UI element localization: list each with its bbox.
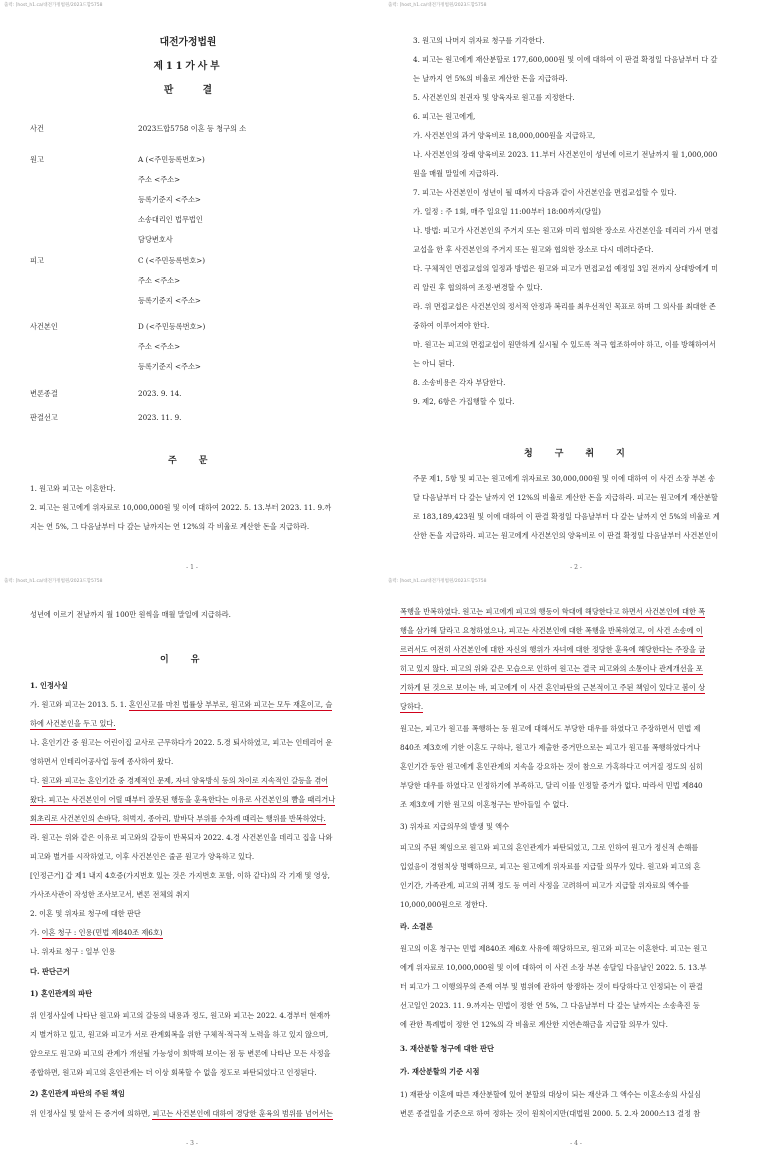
section-heading: 가. 재산분할의 기준 시점	[400, 1067, 480, 1076]
page-number: - 3 -	[186, 1140, 198, 1147]
plaintiff-line: 담당변호사	[138, 235, 173, 244]
page-header: 출력: [host_h1.ca/대전가정법원/2023드합5758	[388, 579, 487, 584]
underlined-line	[30, 796, 335, 803]
underlined-line	[400, 684, 705, 691]
text-line: 변론 종결일을 기준으로 하여 정하는 것이 원칙이지만(대법원 2000. 5. 2.자 2000스13 결정 참	[400, 1109, 701, 1118]
underlined-line	[30, 929, 163, 936]
plaintiff-label: 원고	[30, 155, 44, 164]
document-page-1	[0, 0, 384, 576]
claim-title: 청구취지	[524, 449, 647, 459]
text-line: 2. 이혼 및 위자료 청구에 대한 판단	[30, 909, 141, 918]
sentence-value: 2023. 11. 9.	[138, 413, 182, 422]
underlined-line	[400, 703, 423, 710]
underlined-span: 폭행을 반복하였다. 원고는 피고에게 피고의 행동이 학대에 해당한다고 하면서 사건본인에 대한 폭	[400, 607, 706, 616]
page-header: 출력: [host_h1.ca/대전가정법원/2023드합5758	[4, 3, 103, 8]
text-line: 9. 제2, 6항은 가집행할 수 있다.	[413, 397, 515, 406]
text-line: 가. 일정 : 주 1회, 매주 일요일 11:00부터 18:00까지(당일)	[413, 207, 601, 216]
text-line: 6. 피고는 원고에게,	[413, 112, 476, 121]
text-line: 라. 원고는 위와 같은 이유로 피고와의 갈등이 반복되자 2022. 4.경 사건본인을 데리고 집을 나와	[30, 833, 333, 842]
text-line: 원고의 이혼 청구는 민법 제840조 제6호 사유에 해당하므로, 원고와 피고는 이혼한다. 피고는 원고	[400, 944, 708, 953]
text-line: 지 별거하고 있고, 원고와 피고가 서로 관계회복을 위한 구체적·적극적 노력을 하고 있지 않으며,	[30, 1030, 329, 1039]
text-line: 피고의 주된 책임으로 원고와 피고의 혼인관계가 파탄되었고, 그로 인하여 원고가 정신적 손해를	[400, 843, 699, 852]
page-header: 출력: [host_h1.ca/대전가정법원/2023드합5758	[4, 579, 103, 584]
underlined-span: 당하다.	[400, 702, 424, 711]
underlined-line	[400, 627, 703, 634]
text-line: 7. 피고는 사건본인이 성년이 될 때까지 다음과 같이 사건본인을 면접교섭할 수 있다.	[413, 188, 677, 197]
underlined-line	[400, 646, 705, 653]
page-number: - 2 -	[570, 564, 582, 571]
text-line: 마. 원고는 피고의 면접교섭이 원만하게 실시될 수 있도록 적극 협조하여야 하고, 이를 방해하여서	[413, 340, 716, 349]
defendant-line: 등록기준지 <주소>	[138, 296, 201, 305]
text-line: 나. 위자료 청구 : 일부 인용	[30, 947, 116, 956]
principal-line: 등록기준지 <주소>	[138, 362, 201, 371]
underlined-line	[30, 777, 328, 784]
text-line: 원을 매월 말일에 지급하라.	[413, 169, 499, 178]
text-line: 터 피고가 그 이행의무의 존재 여부 및 범위에 관하여 항쟁하는 것이 타당하다고 인정되는 이 판결	[400, 982, 703, 991]
text-line: 3. 원고의 나머지 위자료 청구를 기각한다.	[413, 36, 545, 45]
underlined-line	[400, 665, 703, 672]
section-heading: 1. 인정사실	[30, 681, 68, 690]
text-span: 가. 원고와 피고는 2013. 5. 1.	[30, 700, 129, 709]
underlined-span: 회초리로 사건본인의 손바닥, 허벅지, 종아리, 발바닥 부위를 수차례 때리는 행위를 반복하였다.	[30, 814, 326, 823]
court-name: 대전가정법원	[159, 37, 217, 48]
verdict-title: 판결	[163, 85, 242, 96]
underlined-line	[400, 608, 705, 615]
underlined-span: 이혼 청구 : 인용(민법 제840조 제6호)	[41, 928, 163, 937]
division-name: 제11가사부	[153, 61, 223, 72]
text-line: 교섭을 한 후 사건본인의 주거지 또는 원고와 협의한 장소로 다시 데려다준다.	[413, 245, 654, 254]
underlined-span: 르러서도 여전히 사건본인에 대한 자신의 행위가 자녀에 대한 정당한 훈육에 해당한다는 주장을 굽	[400, 645, 706, 654]
document-page-3	[0, 576, 384, 1152]
underlined-span: 행을 삼가해 달라고 요청하였으나, 피고는 사건본인에 대한 폭행을 반복하였고, 이 사건 소송에 이	[400, 626, 703, 635]
text-line: 4. 피고는 원고에게 재산분할로 177,600,000원 및 이에 대하여 이 판결 확정일 다음날부터 다 갚	[413, 55, 718, 64]
text-line: 나. 혼인기간 중 원고는 어린이집 교사로 근무하다가 2022. 5.경 퇴사하였고, 피고는 인테리어 운	[30, 738, 333, 747]
order-line: 1. 원고와 피고는 이혼한다.	[30, 484, 116, 493]
text-line: 8. 소송비용은 각자 부담한다.	[413, 378, 506, 387]
text-line: 앞으로도 원고와 피고의 관계가 개선될 가능성이 희박해 보이는 점 등 변론에 나타난 모든 사정을	[30, 1049, 331, 1058]
text-line: 에게 위자료로 10,000,000원 및 이에 대하여 이 사건 소장 부본 송달일 다음날인 2022. 5. 13.부	[400, 963, 707, 972]
text-line: 조 제3호에 기한 원고의 이혼청구는 받아들일 수 없다.	[400, 800, 569, 809]
text-line: 3) 위자료 지급의무의 발생 및 액수	[400, 822, 510, 831]
text-line: [인정근거] 갑 제1 내지 4호증(가지번호 있는 것은 가지번호 포함, 이하 같다)의 각 기재 및 영상,	[30, 871, 330, 880]
reason-title: 이유	[160, 655, 222, 665]
underlined-span: 원고와 피고는 혼인기간 중 경제적인 문제, 자녀 양육방식 등의 차이로 지속적인 갈등을 겪어	[41, 776, 329, 785]
principal-label: 사건본인	[30, 322, 58, 331]
underlined-line	[30, 720, 116, 727]
text-line: 피고와 별거를 시작하였고, 이후 사건본인은 줄곧 원고가 양육하고 있다.	[30, 852, 255, 861]
text-line: 중하여 이루어져야 한다.	[413, 321, 490, 330]
text-span: 가.	[30, 928, 42, 937]
text-line: 5. 사건본인의 친권자 및 양육자로 원고를 지정한다.	[413, 93, 575, 102]
text-line: 성년에 이르기 전날까지 월 100만 원씩을 매월 말일에 지급하라.	[30, 610, 231, 619]
section-heading: 라. 소결론	[400, 922, 433, 931]
section-heading: 2) 혼인관계 파탄의 주된 책임	[30, 1089, 125, 1098]
claim-line: 산한 돈을 지급하라. 피고는 원고에게 사건본인의 양육비로 이 판결 확정일 다음날부터 사건본인이	[413, 531, 719, 540]
document-page-2	[384, 0, 768, 576]
principal-line: 주소 <주소>	[138, 342, 181, 351]
underlined-span: 왔다. 피고는 사건본인이 어릴 때부터 잘못된 행동을 훈육한다는 이유로 사건본인의 뺨을 때리거나	[30, 795, 336, 804]
section-heading: 1) 혼인관계의 파탄	[30, 989, 93, 998]
plaintiff-line: 소송대리인 법무법인	[138, 215, 203, 224]
text-line: 부당한 대우를 하였다고 인정하기에 부족하고, 달리 이를 인정할 증거가 없다. 따라서 민법 제840	[400, 781, 703, 790]
text-line: 선고일인 2023. 11. 9.까지는 민법이 정한 연 5%, 그 다음날부터 다 갚는 날까지는 소송촉진 등	[400, 1001, 700, 1010]
text-line: 10,000,000원으로 정한다.	[400, 900, 488, 909]
text-line: 1) 재판상 이혼에 따른 재산분할에 있어 분할의 대상이 되는 재산과 그 액수는 이혼소송의 사실심	[400, 1090, 701, 1099]
underlined-span: 피고는 사건본인에 대하여 경당한 훈육의 범위를 넘어서는	[152, 1109, 333, 1118]
order-line: 지는 연 5%, 그 다음날부터 다 갚는 날까지는 연 12%의 각 비율로 계산한 돈을 지급하라.	[30, 522, 310, 531]
text-span: 위 인정사실 및 앞서 든 증거에 의하면,	[30, 1109, 153, 1118]
underlined-span: 혼인신고를 마친 법률상 부부로, 원고와 피고는 모두 재혼이고, 슬	[128, 700, 333, 709]
text-line: 원고는, 피고가 원고를 폭행하는 등 원고에 대해서도 부당한 대우를 하였다고 주장하면서 민법 제	[400, 724, 701, 733]
text-line: 영하면서 인테리어공사업 등에 종사하여 왔다.	[30, 757, 174, 766]
closing-value: 2023. 9. 14.	[138, 389, 182, 398]
text-line: 가. 사건본인의 과거 양육비로 18,000,000원을 지급하고,	[413, 131, 596, 140]
underlined-span: 히고 있지 않다. 피고의 위와 같은 모습으로 인하여 원고는 결국 피고와의 소통이나 관계개선을 포	[400, 664, 703, 673]
underlined-span: 기하게 된 것으로 보이는 바, 피고에게 이 사건 혼인파탄의 근본적이고 주된 책임이 있다고 봄이 상	[400, 683, 706, 692]
underlined-line	[30, 1110, 333, 1117]
page-number: - 1 -	[186, 564, 198, 571]
claim-line: 주문 제1, 5항 및 피고는 원고에게 위자료로 30,000,000원 및 이에 대하여 이 사건 소장 부본 송	[413, 474, 716, 483]
section-heading: 다. 판단근거	[30, 967, 70, 976]
document-page-4	[384, 576, 768, 1152]
claim-line: 로 183,189,423원 및 이에 대하여 이 판결 확정일 다음날부터 다 갚는 날까지 연 5%의 비율로 계	[413, 512, 720, 521]
defendant-line: C (<주민등록번호>)	[138, 256, 206, 265]
text-line: 라. 위 면접교섭은 사건본인의 정서적 안정과 복리를 최우선적인 목표로 하며 그 의사를 최대한 존	[413, 302, 716, 311]
defendant-line: 주소 <주소>	[138, 276, 181, 285]
underlined-line	[30, 815, 326, 822]
defendant-label: 피고	[30, 256, 44, 265]
closing-label: 변론종결	[30, 389, 58, 398]
text-line: 혼인기간 동안 원고에게 혼인관계의 지속을 강요하는 것이 참으로 가혹하다고 여겨질 정도의 심히	[400, 762, 703, 771]
page-number: - 4 -	[570, 1140, 582, 1147]
text-line: 다. 구체적인 면접교섭의 일정과 방법은 원고와 피고가 면접교섭 예정일 3일 전까지 상대방에게 미	[413, 264, 719, 273]
order-line: 2. 피고는 원고에게 위자료로 10,000,000원 및 이에 대하여 2022. 5. 13.부터 2023. 11. 9.까	[30, 503, 332, 512]
text-line: 에 관한 특례법이 정한 연 12%의 각 비율로 계산한 지연손해금을 지급할 의무가 있다.	[400, 1020, 668, 1029]
text-line: 나. 사건본인의 장래 양육비로 2023. 11.부터 사건본인이 성년에 이르기 전날까지 월 1,000,000	[413, 150, 718, 159]
case-label: 사건	[30, 124, 44, 133]
page-header: 출력: [host_h1.ca/대전가정법원/2023드합5758	[388, 3, 487, 8]
text-line: 인기간, 가족관계, 피고의 귀책 정도 등 여러 사정을 고려하여 피고가 지급할 위자료의 액수를	[400, 881, 689, 890]
text-line: 나. 방법: 피고가 사건본인의 주거지 또는 원고와 미리 협의한 장소로 사건본인을 데리러 가서 면접	[413, 226, 719, 235]
text-span: 다.	[30, 776, 42, 785]
text-line: 입었음이 경험칙상 명백하므로, 피고는 원고에게 위자료를 지급할 의무가 있다. 원고와 피고의 혼	[400, 862, 701, 871]
underlined-span: 하에 사건본인을 두고 있다.	[30, 719, 116, 728]
text-line: 리 알린 후 협의하여 조정·변경할 수 있다.	[413, 283, 543, 292]
sentence-label: 판결선고	[30, 413, 58, 422]
text-line: 840조 제3호에 기한 이혼도 구하나, 원고가 제출한 증거만으로는 피고가 원고를 폭행하였다거나	[400, 743, 701, 752]
plaintiff-line: A (<주민등록번호>)	[138, 155, 205, 164]
underlined-line	[30, 701, 332, 708]
section-heading: 3. 재산분할 청구에 대한 판단	[400, 1044, 494, 1053]
text-line: 는 날까지 연 5%의 비율로 계산한 돈을 지급하라.	[413, 74, 568, 83]
principal-line: D (<주민등록번호>)	[138, 322, 206, 331]
plaintiff-line: 등록기준지 <주소>	[138, 195, 201, 204]
order-title: 주문	[168, 456, 230, 466]
claim-line: 달 다음날부터 다 갚는 날까지 연 12%의 비율로 계산한 돈을 지급하라. 피고는 원고에게 재산분할	[413, 493, 718, 502]
text-line: 위 인정사실에 나타난 원고와 피고의 갈등의 내용과 정도, 원고와 피고는 2022. 4.경부터 현재까	[30, 1011, 331, 1020]
text-line: 가사조사관이 작성한 조사보고서, 변론 전체의 취지	[30, 890, 190, 899]
case-value: 2023드합5758 이혼 등 청구의 소	[138, 124, 247, 133]
text-line: 종합하면, 원고와 피고의 혼인관계는 더 이상 회복할 수 없을 정도로 파탄되었다고 인정된다.	[30, 1068, 317, 1077]
text-line: 는 아니 된다.	[413, 359, 455, 368]
plaintiff-line: 주소 <주소>	[138, 175, 181, 184]
